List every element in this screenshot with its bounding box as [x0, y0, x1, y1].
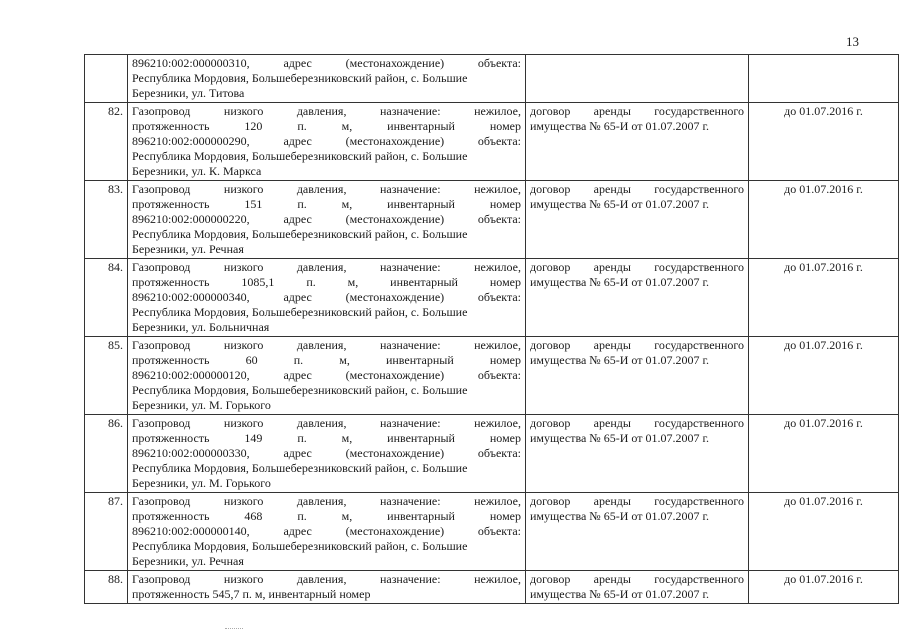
object-description [128, 415, 526, 493]
table-row [85, 55, 899, 103]
lease-term: до 01.07.2016 г. [749, 415, 899, 493]
description-line: Березники, ул. М. Горького [132, 476, 271, 490]
lease-basis [526, 103, 749, 181]
lease-basis [526, 337, 749, 415]
description-line: Березники, ул. Больничная [132, 320, 270, 334]
basis-line: договор аренды государственного [530, 494, 744, 508]
description-line: Республика Мордовия, Большеберезниковский район, с. Большие [132, 71, 468, 85]
description-line: 896210:002:000000290, адрес (местонахождение) объекта: [132, 134, 521, 148]
lease-term: до 01.07.2016 г. [749, 103, 899, 181]
lease-term: до 01.07.2016 г. [749, 259, 899, 337]
description-line: протяженность 149 п. м, инвентарный номер [132, 431, 521, 445]
description-line: протяженность 545,7 п. м, инвентарный номер [132, 587, 371, 601]
object-description [128, 493, 526, 571]
property-table [84, 54, 899, 604]
table-row [85, 181, 899, 259]
object-description [128, 103, 526, 181]
basis-line: договор аренды государственного [530, 182, 744, 196]
description-line: Березники, ул. Титова [132, 86, 245, 100]
description-line: 896210:002:000000120, адрес (местонахождение) объекта: [132, 368, 521, 382]
description-line: 896210:002:000000330, адрес (местонахождение) объекта: [132, 446, 521, 460]
description-line: 896210:002:000000140, адрес (местонахождение) объекта: [132, 524, 521, 538]
description-line: Республика Мордовия, Большеберезниковский район, с. Большие [132, 383, 468, 397]
description-line: Республика Мордовия, Большеберезниковский район, с. Большие [132, 539, 468, 553]
basis-line: имущества № 65-И от 01.07.2007 г. [530, 119, 710, 133]
basis-line: договор аренды государственного [530, 104, 744, 118]
description-line: Березники, ул. М. Горького [132, 398, 271, 412]
basis-line: имущества № 65-И от 01.07.2007 г. [530, 197, 710, 211]
object-description [128, 55, 526, 103]
row-number: 85. [85, 337, 128, 415]
row-number: 82. [85, 103, 128, 181]
lease-term [749, 55, 899, 103]
description-line: Газопровод низкого давления, назначение: нежилое, [132, 494, 521, 508]
description-line: 896210:002:000000340, адрес (местонахождение) объекта: [132, 290, 521, 304]
basis-line: имущества № 65-И от 01.07.2007 г. [530, 587, 710, 601]
description-line: Газопровод низкого давления, назначение: нежилое, [132, 338, 521, 352]
object-description [128, 571, 526, 604]
lease-basis [526, 55, 749, 103]
object-description [128, 181, 526, 259]
description-line: Газопровод низкого давления, назначение: нежилое, [132, 182, 521, 196]
description-line: Газопровод низкого давления, назначение: нежилое, [132, 416, 521, 430]
basis-line: договор аренды государственного [530, 572, 744, 586]
table-row [85, 415, 899, 493]
description-line: Газопровод низкого давления, назначение: нежилое, [132, 260, 521, 274]
basis-line: договор аренды государственного [530, 416, 744, 430]
basis-line: имущества № 65-И от 01.07.2007 г. [530, 509, 710, 523]
lease-basis [526, 415, 749, 493]
lease-term: до 01.07.2016 г. [749, 337, 899, 415]
basis-line: имущества № 65-И от 01.07.2007 г. [530, 353, 710, 367]
object-description [128, 259, 526, 337]
description-line: Березники, ул. Речная [132, 242, 244, 256]
description-line: Республика Мордовия, Большеберезниковский район, с. Большие [132, 227, 468, 241]
lease-basis [526, 259, 749, 337]
description-line: Березники, ул. К. Маркса [132, 164, 262, 178]
row-number: 84. [85, 259, 128, 337]
table-row [85, 571, 899, 604]
basis-line: имущества № 65-И от 01.07.2007 г. [530, 275, 710, 289]
table-row [85, 337, 899, 415]
table-row [85, 493, 899, 571]
lease-term: до 01.07.2016 г. [749, 181, 899, 259]
description-line: Газопровод низкого давления, назначение: нежилое, [132, 104, 521, 118]
description-line: Березники, ул. Речная [132, 554, 244, 568]
row-number [85, 55, 128, 103]
row-number: 83. [85, 181, 128, 259]
basis-line: имущества № 65-И от 01.07.2007 г. [530, 431, 710, 445]
property-table-body [85, 55, 899, 604]
table-row [85, 103, 899, 181]
row-number: 88. [85, 571, 128, 604]
row-number: 86. [85, 415, 128, 493]
basis-line: договор аренды государственного [530, 338, 744, 352]
description-line: Республика Мордовия, Большеберезниковский район, с. Большие [132, 461, 468, 475]
lease-basis [526, 493, 749, 571]
page-number: 13 [846, 34, 859, 49]
object-description [128, 337, 526, 415]
description-line: протяженность 1085,1 п. м, инвентарный номер [132, 275, 521, 289]
row-number: 87. [85, 493, 128, 571]
description-line: протяженность 468 п. м, инвентарный номер [132, 509, 521, 523]
basis-line: договор аренды государственного [530, 260, 744, 274]
scan-mark [225, 628, 243, 630]
lease-basis [526, 571, 749, 604]
description-line: протяженность 151 п. м, инвентарный номер [132, 197, 521, 211]
description-line: протяженность 120 п. м, инвентарный номер [132, 119, 521, 133]
table-row [85, 259, 899, 337]
description-line: Республика Мордовия, Большеберезниковский район, с. Большие [132, 305, 468, 319]
description-line: Республика Мордовия, Большеберезниковский район, с. Большие [132, 149, 468, 163]
description-line: 896210:002:000000220, адрес (местонахождение) объекта: [132, 212, 521, 226]
description-line: 896210:002:000000310, адрес (местонахождение) объекта: [132, 56, 521, 70]
lease-term: до 01.07.2016 г. [749, 493, 899, 571]
lease-basis [526, 181, 749, 259]
description-line: Газопровод низкого давления, назначение: нежилое, [132, 572, 521, 586]
description-line: протяженность 60 п. м, инвентарный номер [132, 353, 521, 367]
lease-term: до 01.07.2016 г. [749, 571, 899, 604]
